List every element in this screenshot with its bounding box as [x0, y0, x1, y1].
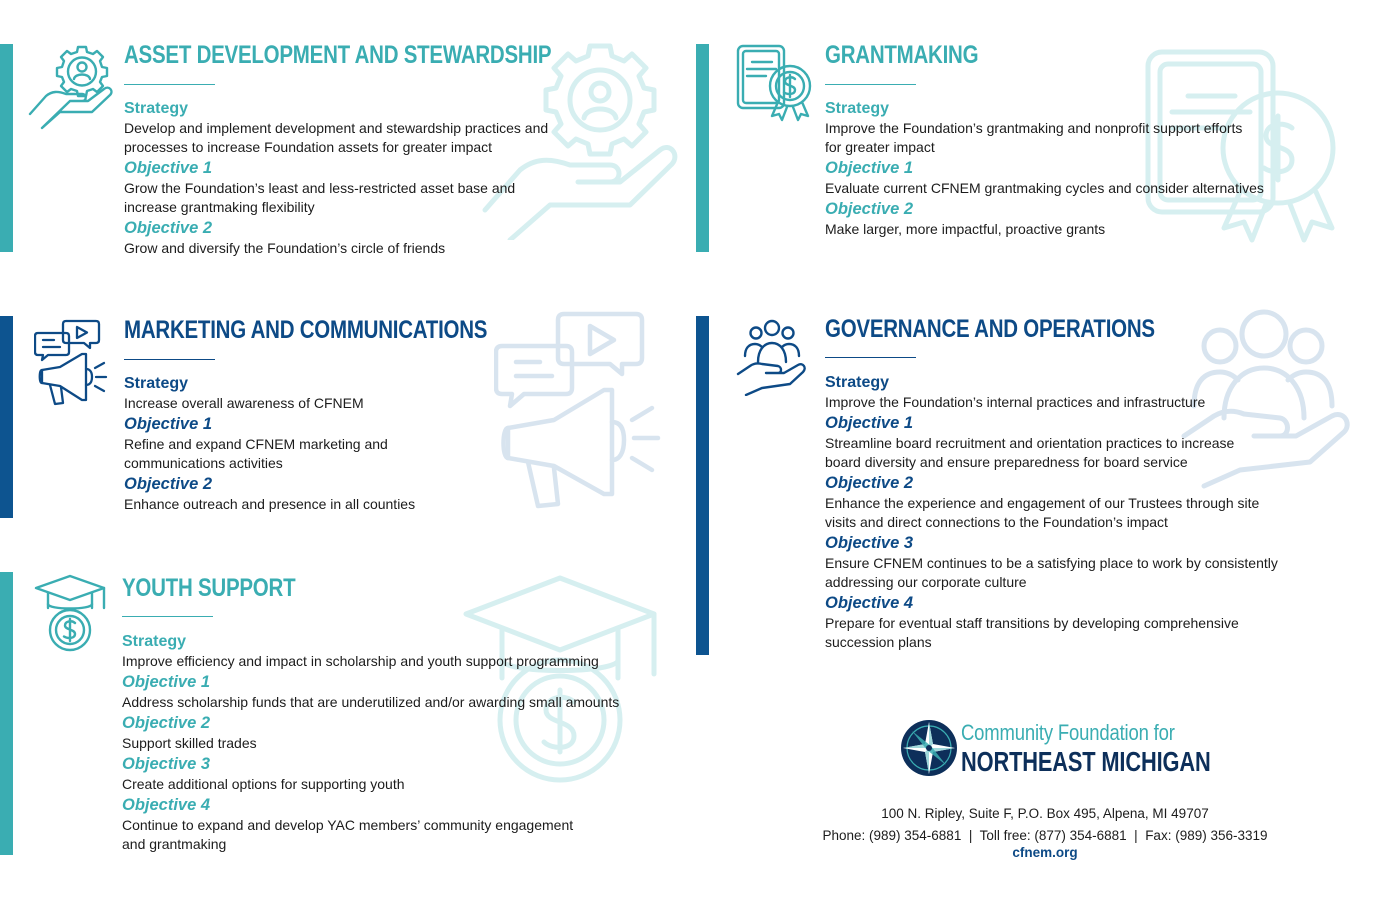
- logo-text-line1: Community Foundation for: [961, 720, 1175, 745]
- asset-strategy-label: Strategy: [124, 100, 189, 117]
- compass-rose-logo-icon: [900, 719, 958, 777]
- youth-objective-4-label: Objective 4: [122, 796, 211, 814]
- marketing-strategy-text: Increase overall awareness of CFNEM: [124, 395, 364, 411]
- governance-title-rule: [825, 357, 916, 358]
- asset-objective-1-label: Objective 1: [124, 159, 213, 177]
- governance-accent-bar: [696, 316, 709, 655]
- footer-phones: Phone: (989) 354-6881 | Toll free: (877) 354-6881 | Fax: (989) 356-3319: [822, 828, 1268, 843]
- marketing-strategy-label: Strategy: [124, 375, 189, 392]
- youth-objective-3-text: Create additional options for supporting youth: [122, 776, 405, 792]
- grant-title-rule: [825, 84, 916, 85]
- megaphone-chat-watermark-icon: [494, 310, 664, 510]
- grant-objective-1-text: Evaluate current CFNEM grantmaking cycles and consider alternatives: [825, 180, 1264, 196]
- asset-objective-2-label: Objective 2: [124, 219, 213, 237]
- youth-objective-1-label: Objective 1: [122, 673, 211, 691]
- asset-accent-bar: [0, 44, 13, 252]
- youth-objective-2-text: Support skilled trades: [122, 735, 257, 751]
- certificate-dollar-icon: [736, 44, 816, 122]
- youth-objective-3-label: Objective 3: [122, 755, 211, 773]
- grant-accent-bar: [696, 44, 709, 252]
- youth-title-rule: [122, 616, 213, 617]
- governance-objective-2-label: Objective 2: [825, 474, 914, 492]
- youth-strategy-label: Strategy: [122, 633, 187, 650]
- hand-gear-person-icon: [28, 44, 116, 132]
- marketing-objective-1-text: Refine and expand CFNEM marketing and communications activities: [124, 436, 388, 471]
- governance-title: GOVERNANCE AND OPERATIONS: [825, 315, 1155, 343]
- asset-objective-2-text: Grow and diversify the Foundation’s circle of friends: [124, 240, 446, 256]
- governance-objective-3-text: Ensure CFNEM continues to be a satisfying place to work by consistently addressing our corporate culture: [825, 555, 1278, 590]
- logo-text-line2: NORTHEAST MICHIGAN: [961, 746, 1211, 777]
- governance-strategy-text: Improve the Foundation’s internal practices and infrastructure: [825, 394, 1206, 410]
- marketing-objective-2-text: Enhance outreach and presence in all counties: [124, 496, 416, 512]
- youth-objective-1-text: Address scholarship funds that are underutilized and/or awarding small amounts: [122, 694, 620, 710]
- grant-objective-2-text: Make larger, more impactful, proactive grants: [825, 221, 1106, 237]
- marketing-objective-2-label: Objective 2: [124, 475, 213, 493]
- governance-strategy-label: Strategy: [825, 374, 890, 391]
- governance-objective-1-label: Objective 1: [825, 414, 914, 432]
- hand-people-icon: [736, 318, 810, 396]
- governance-objective-4-label: Objective 4: [825, 594, 914, 612]
- megaphone-chat-icon: [34, 318, 108, 406]
- marketing-title-rule: [124, 359, 215, 360]
- youth-accent-bar: [0, 572, 13, 855]
- asset-title: ASSET DEVELOPMENT AND STEWARDSHIP: [124, 41, 552, 69]
- governance-objective-1-text: Streamline board recruitment and orientation practices to increase board diversity and ensure preparedness for board service: [825, 435, 1235, 470]
- grant-title: GRANTMAKING: [825, 41, 979, 69]
- grant-objective-1-label: Objective 1: [825, 159, 914, 177]
- marketing-accent-bar: [0, 316, 13, 518]
- asset-body: [124, 99, 594, 258]
- grant-strategy-label: Strategy: [825, 100, 890, 117]
- marketing-objective-1-label: Objective 1: [124, 415, 213, 433]
- grant-strategy-text: Improve the Foundation’s grantmaking and nonprofit support efforts for greater impact: [825, 120, 1243, 155]
- asset-objective-1-text: Grow the Foundation’s least and less-restricted asset base and increase grantmaking flexibility: [124, 180, 516, 215]
- grant-body: [825, 99, 1295, 239]
- youth-objective-4-text: Continue to expand and develop YAC members’ community engagement and grantmaking: [122, 817, 574, 852]
- grad-cap-coin-icon: [34, 574, 106, 654]
- governance-objective-3-label: Objective 3: [825, 534, 914, 552]
- youth-title: YOUTH SUPPORT: [122, 574, 296, 602]
- governance-body: [825, 373, 1300, 652]
- marketing-title: MARKETING AND COMMUNICATIONS: [124, 316, 488, 344]
- governance-objective-2-text: Enhance the experience and engagement of our Trustees through site visits and direct connections to the Foundation’s impact: [825, 495, 1260, 530]
- youth-strategy-text: Improve efficiency and impact in scholarship and youth support programming: [122, 653, 599, 669]
- marketing-body: [124, 374, 454, 514]
- grant-objective-2-label: Objective 2: [825, 200, 914, 218]
- youth-objective-2-label: Objective 2: [122, 714, 211, 732]
- youth-body: [122, 632, 672, 854]
- asset-title-rule: [124, 84, 215, 85]
- footer-address: 100 N. Ripley, Suite F, P.O. Box 495, Alpena, MI 49707: [881, 806, 1209, 821]
- footer-website-link[interactable]: cfnem.org: [1012, 845, 1078, 860]
- governance-objective-4-text: Prepare for eventual staff transitions by developing comprehensive succession plans: [825, 615, 1239, 650]
- asset-strategy-text: Develop and implement development and stewardship practices and processes to increase Foundation assets for greater impact: [124, 120, 549, 155]
